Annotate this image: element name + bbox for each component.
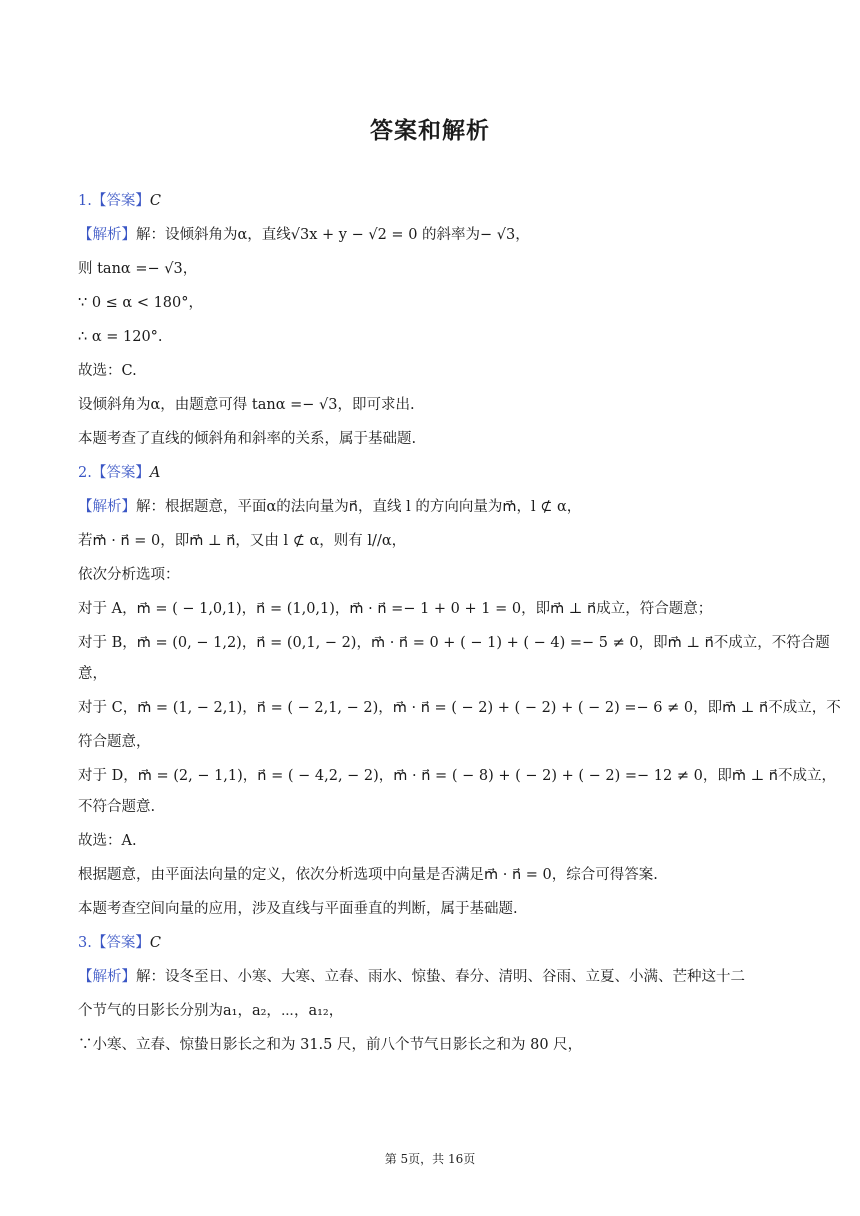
page-title: 答案和解析 <box>370 118 490 144</box>
q2-line: 意， <box>78 666 107 682</box>
q3-line: 解：设冬至日、小寒、大寒、立春、雨水、惊蛰、春分、清明、谷雨、立夏、小满、芒种这十二 <box>136 969 745 985</box>
q2-number: 2. <box>78 465 92 481</box>
q3-answer: C <box>149 935 161 951</box>
q1-line: 则 tanα =− √3， <box>78 261 198 277</box>
q2-line: 本题考查空间向量的应用，涉及直线与平面垂直的判断，属于基础题. <box>78 901 518 917</box>
q1-analysis-line <box>78 225 798 245</box>
q1-line: ∴ α = 120°. <box>78 329 163 345</box>
q2-line: 对于 D，m⃗ = (2, − 1,1)，n⃗ = ( − 4,2, − 2)，m⃗ · n⃗ = ( − 8) + ( − 2) + ( − 2) =− 12 ≠ 0，即m⃗ ⊥ n⃗不成立， <box>78 768 836 784</box>
q1-line: 解：设倾斜角为α，直线√3x + y − √2 = 0 的斜率为− √3， <box>136 227 530 243</box>
q2-line: 不符合题意. <box>78 799 156 815</box>
q1-line: ∵ 0 ≤ α < 180°， <box>78 295 204 311</box>
q1-line: 故选：C. <box>78 363 137 379</box>
q1-answer-line <box>78 191 798 211</box>
q3-analysis-tag: 【解析】 <box>78 969 136 985</box>
q1-line: 本题考查了直线的倾斜角和斜率的关系，属于基础题. <box>78 431 417 447</box>
q2-line: 对于 A，m⃗ = ( − 1,0,1)，n⃗ = (1,0,1)，m⃗ · n⃗ =− 1 + 0 + 1 = 0，即m⃗ ⊥ n⃗成立，符合题意； <box>78 601 713 617</box>
page-footer: 第 5页，共 16页 <box>384 1152 476 1166</box>
q2-answer-line <box>78 463 798 483</box>
q2-line: 符合题意， <box>78 734 151 750</box>
q3-answer-line <box>78 933 798 953</box>
q2-answer: A <box>149 465 161 481</box>
q3-answer-tag: 【答案】 <box>91 935 150 951</box>
q2-line: 解：根据题意，平面α的法向量为n⃗，直线 l 的方向向量为m⃗，l ⊄ α， <box>136 499 582 515</box>
q2-analysis-tag: 【解析】 <box>78 499 136 515</box>
q1-answer: C <box>149 193 161 209</box>
q3-analysis-line <box>78 967 798 987</box>
q2-line: 若m⃗ · n⃗ = 0，即m⃗ ⊥ n⃗，又由 l ⊄ α，则有 l//α， <box>78 533 407 549</box>
q2-answer-tag: 【答案】 <box>91 465 150 481</box>
q2-line: 故选：A. <box>78 833 137 849</box>
q1-analysis-tag: 【解析】 <box>78 227 136 243</box>
q1-answer-tag: 【答案】 <box>91 193 150 209</box>
q3-line: ∵小寒、立春、惊蛰日影长之和为 31.5 尺，前八个节气日影长之和为 80 尺， <box>78 1037 583 1053</box>
q3-line: 个节气的日影长分别为a₁，a₂，⋯，a₁₂， <box>78 1003 344 1019</box>
q2-line: 根据题意，由平面法向量的定义，依次分析选项中向量是否满足m⃗ · n⃗ = 0，综合可得答案. <box>78 867 658 883</box>
q1-line: 设倾斜角为α，由题意可得 tanα =− √3，即可求出. <box>78 397 415 413</box>
q2-line: 对于 C，m⃗ = (1, − 2,1)，n⃗ = ( − 2,1, − 2)，m⃗ · n⃗ = ( − 2) + ( − 2) + ( − 2) =− 6 ≠ 0，即m⃗ ⊥ n⃗不成立，不 <box>78 700 841 716</box>
q3-number: 3. <box>78 935 92 951</box>
q2-analysis-line <box>78 497 798 517</box>
q1-number: 1. <box>78 193 92 209</box>
q2-line: 对于 B，m⃗ = (0, − 1,2)，n⃗ = (0,1, − 2)，m⃗ · n⃗ = 0 + ( − 1) + ( − 4) =− 5 ≠ 0，即m⃗ ⊥ n⃗不成立，不符合题 <box>78 635 830 651</box>
q2-line: 依次分析选项： <box>78 567 180 583</box>
